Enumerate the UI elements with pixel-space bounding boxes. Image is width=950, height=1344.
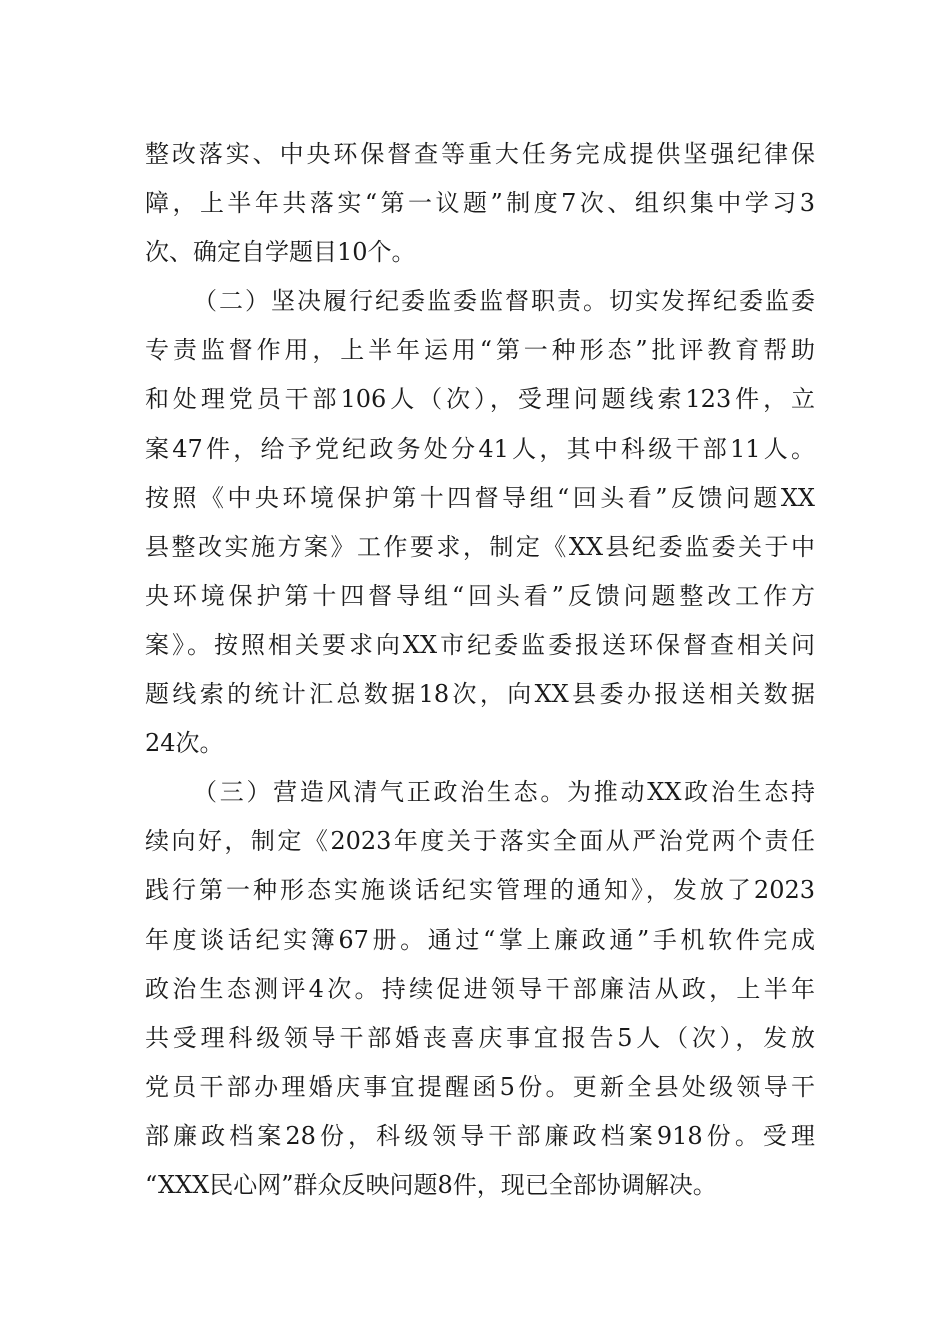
text-line: 案47件，给予党纪政务处分41人，其中科级干部11人。 bbox=[145, 434, 815, 463]
text-line: （三）营造风清气正政治生态。为推动XX政治生态持 bbox=[193, 778, 815, 807]
text-line: 障，上半年共落实“第一议题”制度7次、组织集中学习3 bbox=[145, 189, 815, 218]
paragraph-2 bbox=[145, 277, 815, 768]
text-line: 央环境保护第十四督导组“回头看”反馈问题整改工作方 bbox=[145, 581, 815, 610]
text-line: “XXX民心网”群众反映问题8件，现已全部协调解决。 bbox=[145, 1170, 717, 1199]
text-line: 题线索的统计汇总数据18次，向XX县委办报送相关数据 bbox=[145, 680, 815, 709]
text-line: 整改落实、中央环保督查等重大任务完成提供坚强纪律保 bbox=[145, 140, 815, 168]
text-line: 按照《中央环境保护第十四督导组“回头看”反馈问题XX bbox=[145, 483, 815, 512]
text-line: 24次。 bbox=[145, 729, 224, 758]
text-line: 践行第一种形态实施谈话纪实管理的通知》，发放了2023 bbox=[145, 876, 815, 905]
paragraph-1 bbox=[145, 130, 815, 277]
text-line: （二）坚决履行纪委监委监督职责。切实发挥纪委监委 bbox=[193, 287, 815, 316]
text-line: 专责监督作用，上半年运用“第一种形态”批评教育帮助 bbox=[145, 336, 815, 365]
text-line: 共受理科级领导干部婚丧喜庆事宜报告5人（次），发放 bbox=[145, 1023, 815, 1052]
text-line: 部廉政档案28份，科级领导干部廉政档案918份。受理 bbox=[145, 1121, 815, 1150]
text-line: 次、确定自学题目10个。 bbox=[145, 238, 416, 267]
text-line: 年度谈话纪实簿67册。通过“掌上廉政通”手机软件完成 bbox=[145, 925, 815, 954]
text-line: 续向好，制定《2023年度关于落实全面从严治党两个责任 bbox=[145, 827, 815, 856]
text-line: 县整改实施方案》工作要求，制定《XX县纪委监委关于中 bbox=[145, 532, 815, 561]
document-body bbox=[145, 130, 815, 1210]
paragraph-3 bbox=[145, 768, 815, 1210]
text-line: 党员干部办理婚庆事宜提醒函5份。更新全县处级领导干 bbox=[145, 1072, 815, 1101]
text-line: 政治生态测评4次。持续促进领导干部廉洁从政，上半年 bbox=[145, 974, 815, 1003]
text-line: 案》。按照相关要求向XX市纪委监委报送环保督查相关问 bbox=[145, 630, 815, 659]
text-line: 和处理党员干部106人（次），受理问题线索123件，立 bbox=[145, 385, 815, 414]
